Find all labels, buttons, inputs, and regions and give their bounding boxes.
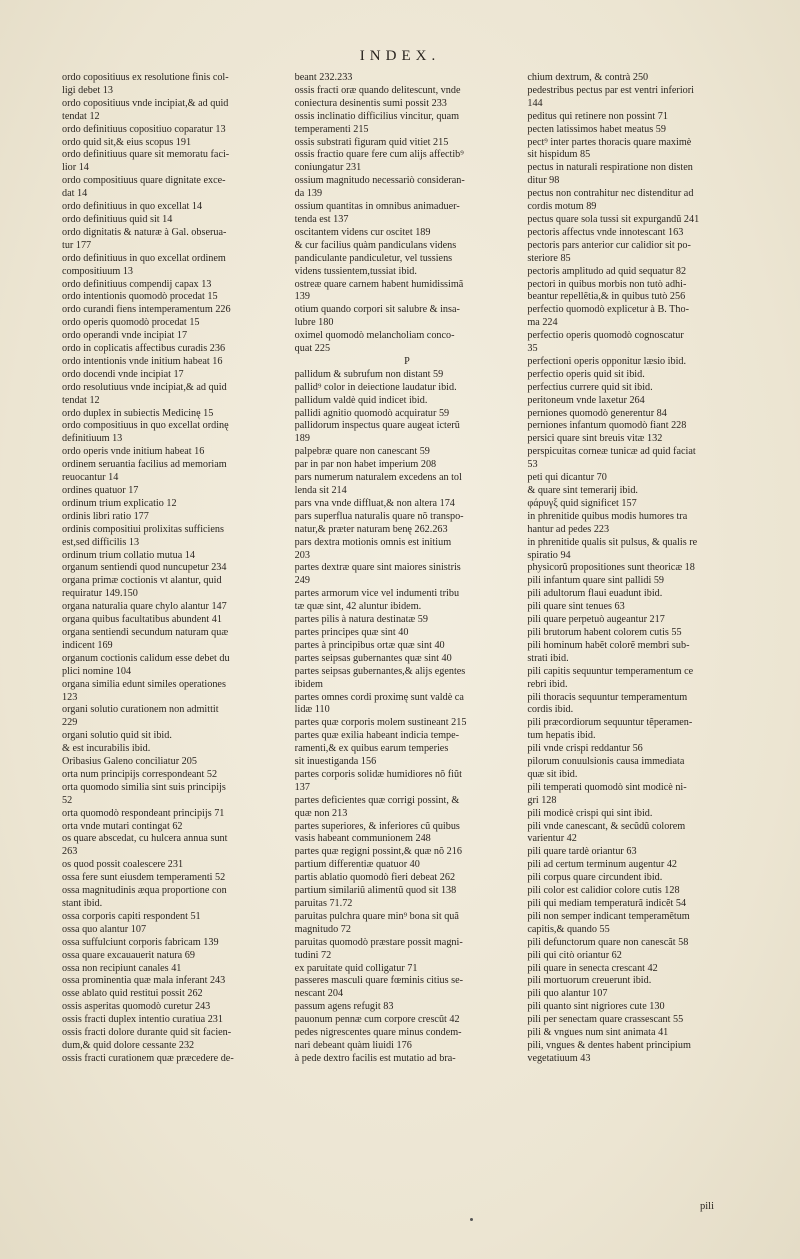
index-line: ordo compositiuus quare dignitate exce- — [62, 175, 226, 187]
index-line: ordo definitiuus in quo excellat 14 — [62, 201, 203, 213]
index-line: ossis substrati figuram quid vitiet 215 — [294, 136, 449, 148]
index-line: 203 — [294, 549, 310, 561]
index-line: pili mortuorum creuerunt ibid. — [527, 975, 652, 987]
index-line: otium quando corpori sit salubre & insa- — [294, 304, 460, 316]
index-line: ordo docendi vnde incipiat 17 — [62, 368, 184, 380]
index-line: ordo definitiuus quid sit 14 — [62, 213, 173, 225]
index-line: partium differentiæ quatuor 40 — [294, 859, 420, 871]
index-line: perfectioni operis opponitur læsio ibid. — [527, 355, 687, 367]
index-line: quæ non 213 — [294, 807, 348, 819]
index-line: beant 232.233 — [294, 72, 353, 83]
index-line: partes seipsas gubernantes,& alijs egentes — [294, 665, 466, 677]
index-line: pili modicè crispi qui sint ibid. — [527, 807, 653, 819]
index-line: nari debeant quàm liuidi 176 — [294, 1039, 412, 1051]
index-line: pili vnde canescant, & secũdũ colorem — [527, 820, 686, 832]
index-line: 123 — [62, 691, 78, 703]
index-line: ex paruitate quid colligatur 71 — [294, 962, 418, 974]
index-line: videns tussientem,tussiat ibid. — [294, 265, 417, 277]
index-line: pili qui mediam temperaturã indicẽt 54 — [527, 898, 687, 909]
index-line: pallid⁹ color in deiectione laudatur ibid. — [294, 381, 457, 393]
index-line: natur,& præter naturam benę 262.263 — [294, 523, 448, 535]
index-line: & est incurabilis ibid. — [62, 743, 151, 755]
ink-speck — [470, 1218, 473, 1221]
index-line: pili corpus quare circundent ibid. — [527, 872, 663, 884]
index-line: tæ quæ sint, 42 aluntur ibidem. — [294, 601, 422, 613]
index-line: pallidorum inspectus quare augeat icterũ — [294, 420, 460, 432]
index-line: ordo operis quomodò procedat 15 — [62, 317, 200, 329]
index-line: ordinis compositiui prolixitas sufficiens — [62, 523, 224, 535]
index-line: P — [404, 355, 410, 367]
index-line: partes pilis à natura destinatæ 59 — [294, 614, 428, 626]
index-line: paruitas quomodò præstare possit magni- — [294, 936, 463, 948]
index-line: strati ibid. — [527, 652, 569, 664]
index-line: perniones infantum quomodò fiant 228 — [527, 420, 687, 432]
index-line: partes dextræ quare sint maiores sinistris — [294, 562, 461, 574]
index-line: pili temperati quomodò sint modicè ni- — [527, 781, 687, 793]
index-line: pectus non contrahitur nec distenditur ad — [527, 188, 694, 200]
index-line: ossa corporis capiti respondent 51 — [62, 910, 201, 922]
index-line: perfectio operis quomodò cognoscatur — [527, 330, 684, 342]
index-line: palpebræ quare non canescant 59 — [294, 446, 430, 458]
index-line: & cur facilius quàm pandiculans videns — [294, 239, 457, 251]
index-line: magnitudo 72 — [294, 923, 351, 935]
index-line: pili non semper indicant temperamẽtum — [527, 910, 690, 922]
index-line: pedes nigrescentes quare minus condem- — [294, 1027, 462, 1039]
index-line: organi solutio curationem non admittit — [62, 704, 219, 716]
index-line: partes omnes cordi proximę sunt valdè ca — [294, 691, 464, 703]
index-line: pallidum & subrufum non distant 59 — [294, 368, 444, 380]
index-line: ossis fracti curationem quæ præcedere de- — [62, 1052, 234, 1064]
index-line: partes à principibus ortæ quæ sint 40 — [294, 639, 445, 651]
index-line: pili quanto sint nigriores cute 130 — [527, 1001, 665, 1013]
index-line: tur 177 — [62, 239, 92, 251]
index-line: pedestribus pectus par est ventri inferiori — [527, 84, 694, 96]
index-line: ostreæ quare carnem habent humidissimã — [294, 278, 464, 290]
index-line: pili quare in senecta crescant 42 — [527, 962, 658, 974]
index-line: ordo intentionis vnde initium habeat 16 — [62, 355, 223, 367]
index-line: pect⁹ inter partes thoracis quare maximè — [527, 136, 692, 148]
index-line: da 139 — [294, 188, 323, 200]
index-line: pili quare tardè oriantur 63 — [527, 846, 637, 858]
index-line: 229 — [62, 717, 78, 729]
catchword: pili — [700, 1201, 715, 1212]
index-line: ligi debet 13 — [62, 84, 113, 96]
index-line: tenda est 137 — [294, 213, 349, 225]
index-line: pili vnde crispi reddantur 56 — [527, 743, 643, 755]
index-line: tendat 12 — [62, 394, 100, 406]
index-line: organum coctionis calidum esse debet du — [62, 652, 230, 664]
index-line: ossa quo alantur 107 — [62, 923, 147, 935]
index-line: Oribasius Galeno conciliatur 205 — [62, 756, 197, 768]
page-header: INDEX. — [359, 48, 441, 64]
index-line: pectori in quibus morbis non tutò adhi- — [527, 278, 687, 290]
index-line: pili quare sint tenues 63 — [527, 601, 625, 613]
index-line: ossis fractio quare fere cum alijs affectib⁹ — [294, 149, 464, 161]
index-line: orta vnde mutari contingat 62 — [62, 820, 183, 832]
index-line: pectoris pars anterior cur calidior sit po- — [527, 239, 691, 251]
index-line: ossium quantitas in omnibus animaduer- — [294, 201, 460, 213]
index-line: chium dextrum, & contrà 250 — [527, 72, 649, 83]
index-columns — [62, 72, 752, 1202]
index-line: partis ablatio quomodò fieri debeat 262 — [294, 872, 456, 884]
index-line: ordo in coplicatis affectibus curadis 236 — [62, 343, 226, 355]
index-line: pili adultorum flaui euadunt ibid. — [527, 588, 663, 600]
index-line: physicorũ propositiones sunt theoricæ 18 — [527, 562, 695, 574]
index-line: ordinum trium explicatio 12 — [62, 497, 177, 509]
index-line: ibidem — [294, 678, 323, 690]
index-line: quæ sit ibid. — [527, 768, 578, 780]
index-line: 144 — [527, 97, 543, 109]
index-line: pili ad certum terminum augentur 42 — [527, 859, 678, 871]
index-line: pili per senectam quare crassescant 55 — [527, 1014, 684, 1026]
index-line: dum,& quid dolore cessante 232 — [62, 1039, 195, 1051]
index-line: compositiuum 13 — [62, 265, 134, 277]
index-line: definitiuum 13 — [62, 433, 123, 445]
index-line: 137 — [294, 781, 310, 793]
index-line: pili qui citò oriantur 62 — [527, 949, 622, 961]
index-line: oximel quomodò melancholiam conco- — [294, 330, 455, 342]
index-line: pili, vngues & dentes habent principium — [527, 1039, 691, 1051]
index-line: pars numerum naturalem excedens an tol — [294, 472, 462, 484]
index-line: pili brutorum habent colorem cutis 55 — [527, 626, 682, 638]
index-line: cordis motum 89 — [527, 201, 597, 213]
index-line: orta quomodo similia sint suis principijs — [62, 781, 226, 793]
index-line: φάρυγξ quid significet 157 — [527, 497, 637, 509]
index-line: ramenti,& ex quibus earum temperies — [294, 743, 449, 755]
index-line: quat 225 — [294, 343, 331, 355]
index-line: peditus qui retinere non possint 71 — [527, 110, 668, 122]
index-line: os quare abscedat, cu hulcera annua sunt — [62, 833, 228, 845]
index-line: ossa suffulciunt corporis fabricam 139 — [62, 936, 219, 948]
index-line: organum sentiendi quod nuncupetur 234 — [62, 562, 227, 574]
index-line: pectus in naturali respiratione non disten — [527, 162, 693, 174]
index-line: 249 — [294, 575, 310, 587]
index-line: in phrenitide quibus modis humores tra — [527, 510, 688, 522]
index-line: pars superflua naturalis quare nõ transpo- — [294, 510, 464, 522]
index-line: in phrenitide qualis sit pulsus, & qualis re — [527, 536, 698, 548]
index-line: tum hepatis ibid. — [527, 730, 596, 742]
index-line: sit inuestiganda 156 — [294, 756, 377, 768]
index-line: pili quare perpetuò augeantur 217 — [527, 614, 665, 626]
index-line: organa sentiendi secundum naturam quæ — [62, 626, 229, 638]
index-line: est,sed difficilis 13 — [62, 536, 140, 548]
index-line: vegetatiuum 43 — [527, 1052, 591, 1064]
index-line: varientur 42 — [527, 833, 577, 845]
index-line: pilorum conuulsionis causa immediata — [527, 756, 685, 768]
index-line: 52 — [62, 794, 73, 806]
index-line: pectoris affectus vnde innotescant 163 — [527, 226, 684, 238]
index-line: partes quæ corporis molem sustineant 215 — [294, 717, 467, 729]
index-line: organa quibus facultatibus abundent 41 — [62, 614, 222, 626]
index-line: rebri ibid. — [527, 678, 568, 690]
index-line: os quod possit coalescere 231 — [62, 859, 184, 871]
index-line: pars dextra motionis omnis est initium — [294, 536, 452, 548]
index-line: perniones quomodò generentur 84 — [527, 407, 667, 419]
index-line: ossa fere sunt eiusdem temperamenti 52 — [62, 872, 226, 884]
index-line: requiratur 149.150 — [62, 588, 138, 600]
index-line: gri 128 — [527, 794, 557, 806]
index-line: pecten latissimos habet meatus 59 — [527, 123, 666, 135]
index-line: perfectio quomodò explicetur à B. Tho- — [527, 304, 689, 316]
index-line: reuocantur 14 — [62, 472, 119, 484]
index-line: paruitas pulchra quare min⁹ bona sit quã — [294, 910, 459, 922]
index-line: pectus quare sola tussi sit expurgandũ 241 — [527, 213, 700, 225]
index-line: hantur ad pedes 223 — [527, 523, 610, 535]
index-line: ordo dignitatis & naturæ à Gal. obseruа- — [62, 226, 227, 238]
index-line: ossa non recipiunt canales 41 — [62, 962, 182, 974]
index-line: ordo copositiuus vnde incipiat,& ad quid — [62, 97, 229, 109]
index-line: persici quare sint breuis vitæ 132 — [527, 433, 663, 445]
index-line: pallidi agnitio quomodò acquiratur 59 — [294, 407, 450, 419]
index-line: pandiculante pandiculetur, vel tussiens — [294, 252, 453, 264]
index-line: ordo operis vnde initium habeat 16 — [62, 446, 205, 458]
index-line: ossa prominentia quæ mala inferant 243 — [62, 975, 226, 987]
index-line: ossa magnitudinis æqua proportione con — [62, 885, 227, 897]
index-line: & quare sint temerarij ibid. — [527, 485, 638, 496]
index-line: dat 14 — [62, 188, 88, 200]
index-line: nescant 204 — [294, 988, 344, 1000]
index-line: ordo definitiuus quare sit memoratu faci- — [62, 149, 230, 161]
index-line: tendat 12 — [62, 110, 100, 122]
index-line: spiratio 94 — [527, 549, 571, 561]
index-line: sit hispidum 85 — [527, 149, 591, 161]
index-line: ossis fracti oræ quando delitescunt, vnde — [294, 84, 461, 96]
index-line: partes quæ regigni possint,& quæ nõ 216 — [294, 846, 462, 858]
index-line: ordines quatuor 17 — [62, 485, 139, 496]
index-line: partes quæ exilia habeant indicia tempe- — [294, 730, 460, 742]
index-line: organa naturalia quare chylo alantur 147 — [62, 601, 227, 613]
index-line: stant ibid. — [62, 898, 103, 909]
index-column-2 — [295, 72, 520, 1202]
index-line: ordo definitiuus compendij capax 13 — [62, 278, 212, 290]
index-line: ossis fracti duplex intentio curatiua 231 — [62, 1014, 223, 1026]
index-line: oscitantem videns cur oscitet 189 — [294, 226, 431, 238]
index-line: pili capitis sequuntur temperamentum ce — [527, 665, 694, 677]
index-line: pili thoracis sequuntur temperamentum — [527, 691, 688, 703]
index-line: indicent 169 — [62, 639, 113, 651]
index-line: 263 — [62, 846, 78, 858]
index-line: organa similia edunt similes operationes — [62, 678, 226, 690]
index-line: ordo intentionis quomodò procedat 15 — [62, 291, 218, 303]
index-line: ossium magnitudo necessariò consideran- — [294, 175, 465, 187]
index-line: coniungatur 231 — [294, 162, 362, 174]
index-line: ordo resolutiuus vnde incipiat,& ad quid — [62, 381, 227, 393]
index-line: partes deficientes quæ corrigi possint, & — [294, 794, 460, 806]
index-line: ditur 98 — [527, 175, 560, 187]
index-line: passum agens refugit 83 — [294, 1001, 394, 1013]
index-line: 35 — [527, 343, 538, 355]
index-line: ordo quid sit,& eius scopus 191 — [62, 136, 192, 148]
index-line: 139 — [294, 291, 310, 303]
index-line: beantur repellẽtia,& in quibus tutò 256 — [527, 291, 686, 303]
index-column-1 — [62, 72, 287, 1202]
index-line: ma 224 — [527, 317, 558, 329]
index-line: ordo compositiuus in quo excellat ordinę — [62, 420, 229, 432]
index-line: ordo copositiuus ex resolutione finis col- — [62, 72, 229, 83]
index-line: lidæ 110 — [294, 704, 330, 716]
index-line: ordinis libri ratio 177 — [62, 510, 149, 522]
index-line: pili color est calidior colore cutis 128 — [527, 885, 680, 897]
index-line: pauonum pennæ cum corpore crescũt 42 — [294, 1014, 460, 1026]
index-line: ossa quare excauauerit natura 69 — [62, 949, 195, 961]
index-column-3 — [527, 72, 752, 1202]
index-line: temperamenti 215 — [294, 123, 369, 135]
index-line: cordis ibid. — [527, 704, 574, 716]
index-line: perfectio operis quid sit ibid. — [527, 368, 645, 380]
index-line: pallidum valdè quid indicet ibid. — [294, 394, 428, 406]
index-line: 189 — [294, 433, 310, 445]
index-line: pili & vngues num sint animata 41 — [527, 1027, 669, 1039]
index-line: ordo duplex in subiectis Medicinę 15 — [62, 407, 214, 419]
index-line: peti qui dicantur 70 — [527, 472, 607, 484]
index-line: ossis fracti dolore durante quid sit facien- — [62, 1027, 232, 1039]
index-line: coniectura desinentis sumi possit 233 — [294, 97, 447, 109]
index-line: pili præcordiorum sequuntur tẽperamen- — [527, 717, 693, 729]
index-line: partes seipsas gubernantes quæ sint 40 — [294, 652, 452, 664]
index-line: capitis,& quando 55 — [527, 923, 610, 935]
index-line: pili quo alantur 107 — [527, 988, 608, 1000]
index-line: pili defunctorum quare non canescãt 58 — [527, 936, 689, 948]
index-line: lior 14 — [62, 162, 89, 174]
index-line: partes principes quæ sint 40 — [294, 626, 409, 638]
index-line: lenda sit 214 — [294, 485, 347, 496]
index-line: partes armorum vice vel indumenti tribu — [294, 588, 460, 600]
index-line: pectoris amplitudo ad quid sequatur 82 — [527, 265, 687, 277]
index-line: organa primæ coctionis vt alantur, quid — [62, 575, 222, 587]
index-line: vasis habeant communionem 248 — [294, 833, 431, 845]
index-line: lubre 180 — [294, 317, 334, 329]
index-line: ordo operandi vnde incipiat 17 — [62, 330, 188, 342]
index-line: organi solutio quid sit ibid. — [62, 730, 172, 742]
index-line: pili infantum quare sint pallidi 59 — [527, 575, 665, 587]
index-line: pili hominum habẽt colorẽ membri sub- — [527, 639, 690, 651]
index-line: osse ablato quid restitui possit 262 — [62, 988, 203, 1000]
index-line: orta num principijs correspondeant 52 — [62, 768, 218, 780]
index-line: passeres masculi quare fœminis citius se- — [294, 975, 464, 987]
index-line: ordo definitiuus in quo excellat ordinem — [62, 252, 226, 264]
index-line: ordo curandi fiens intemperamentum 226 — [62, 304, 231, 316]
index-line: plici nomine 104 — [62, 665, 132, 677]
index-line: ossis inclinatio difficilius vincitur, quam — [294, 110, 460, 122]
index-line: ordinem seruantia facilius ad memoriam — [62, 459, 227, 471]
index-line: partes corporis solidæ humidiores nõ fiũt — [294, 768, 462, 780]
index-line: ordinum trium collatio mutua 14 — [62, 549, 195, 561]
index-line: perfectius currere quid sit ibid. — [527, 381, 653, 393]
index-line: ordo definitiuus copositiuo coparatur 13 — [62, 123, 226, 135]
index-line: 53 — [527, 459, 538, 471]
index-line: partes superiores, & inferiores cũ quibus — [294, 820, 460, 832]
index-line: ossis asperitas quomodò curetur 243 — [62, 1001, 211, 1013]
index-line: pars vna vnde diffluat,& non altera 174 — [294, 497, 455, 509]
index-line: tudini 72 — [294, 949, 332, 961]
index-line: peritoneum vnde laxetur 264 — [527, 394, 645, 406]
index-line: orta quomodò respondeant principijs 71 — [62, 807, 225, 819]
index-line: perspicuitas corneæ tunicæ ad quid faciat — [527, 446, 696, 458]
index-line: paruitas 71.72 — [294, 898, 353, 909]
index-line: à pede dextro facilis est mutatio ad bra- — [294, 1052, 456, 1064]
index-line: steriore 85 — [527, 252, 571, 264]
index-line: par in par non habet imperium 208 — [294, 459, 437, 471]
index-line: partium similariũ alimentũ quod sit 138 — [294, 885, 457, 897]
